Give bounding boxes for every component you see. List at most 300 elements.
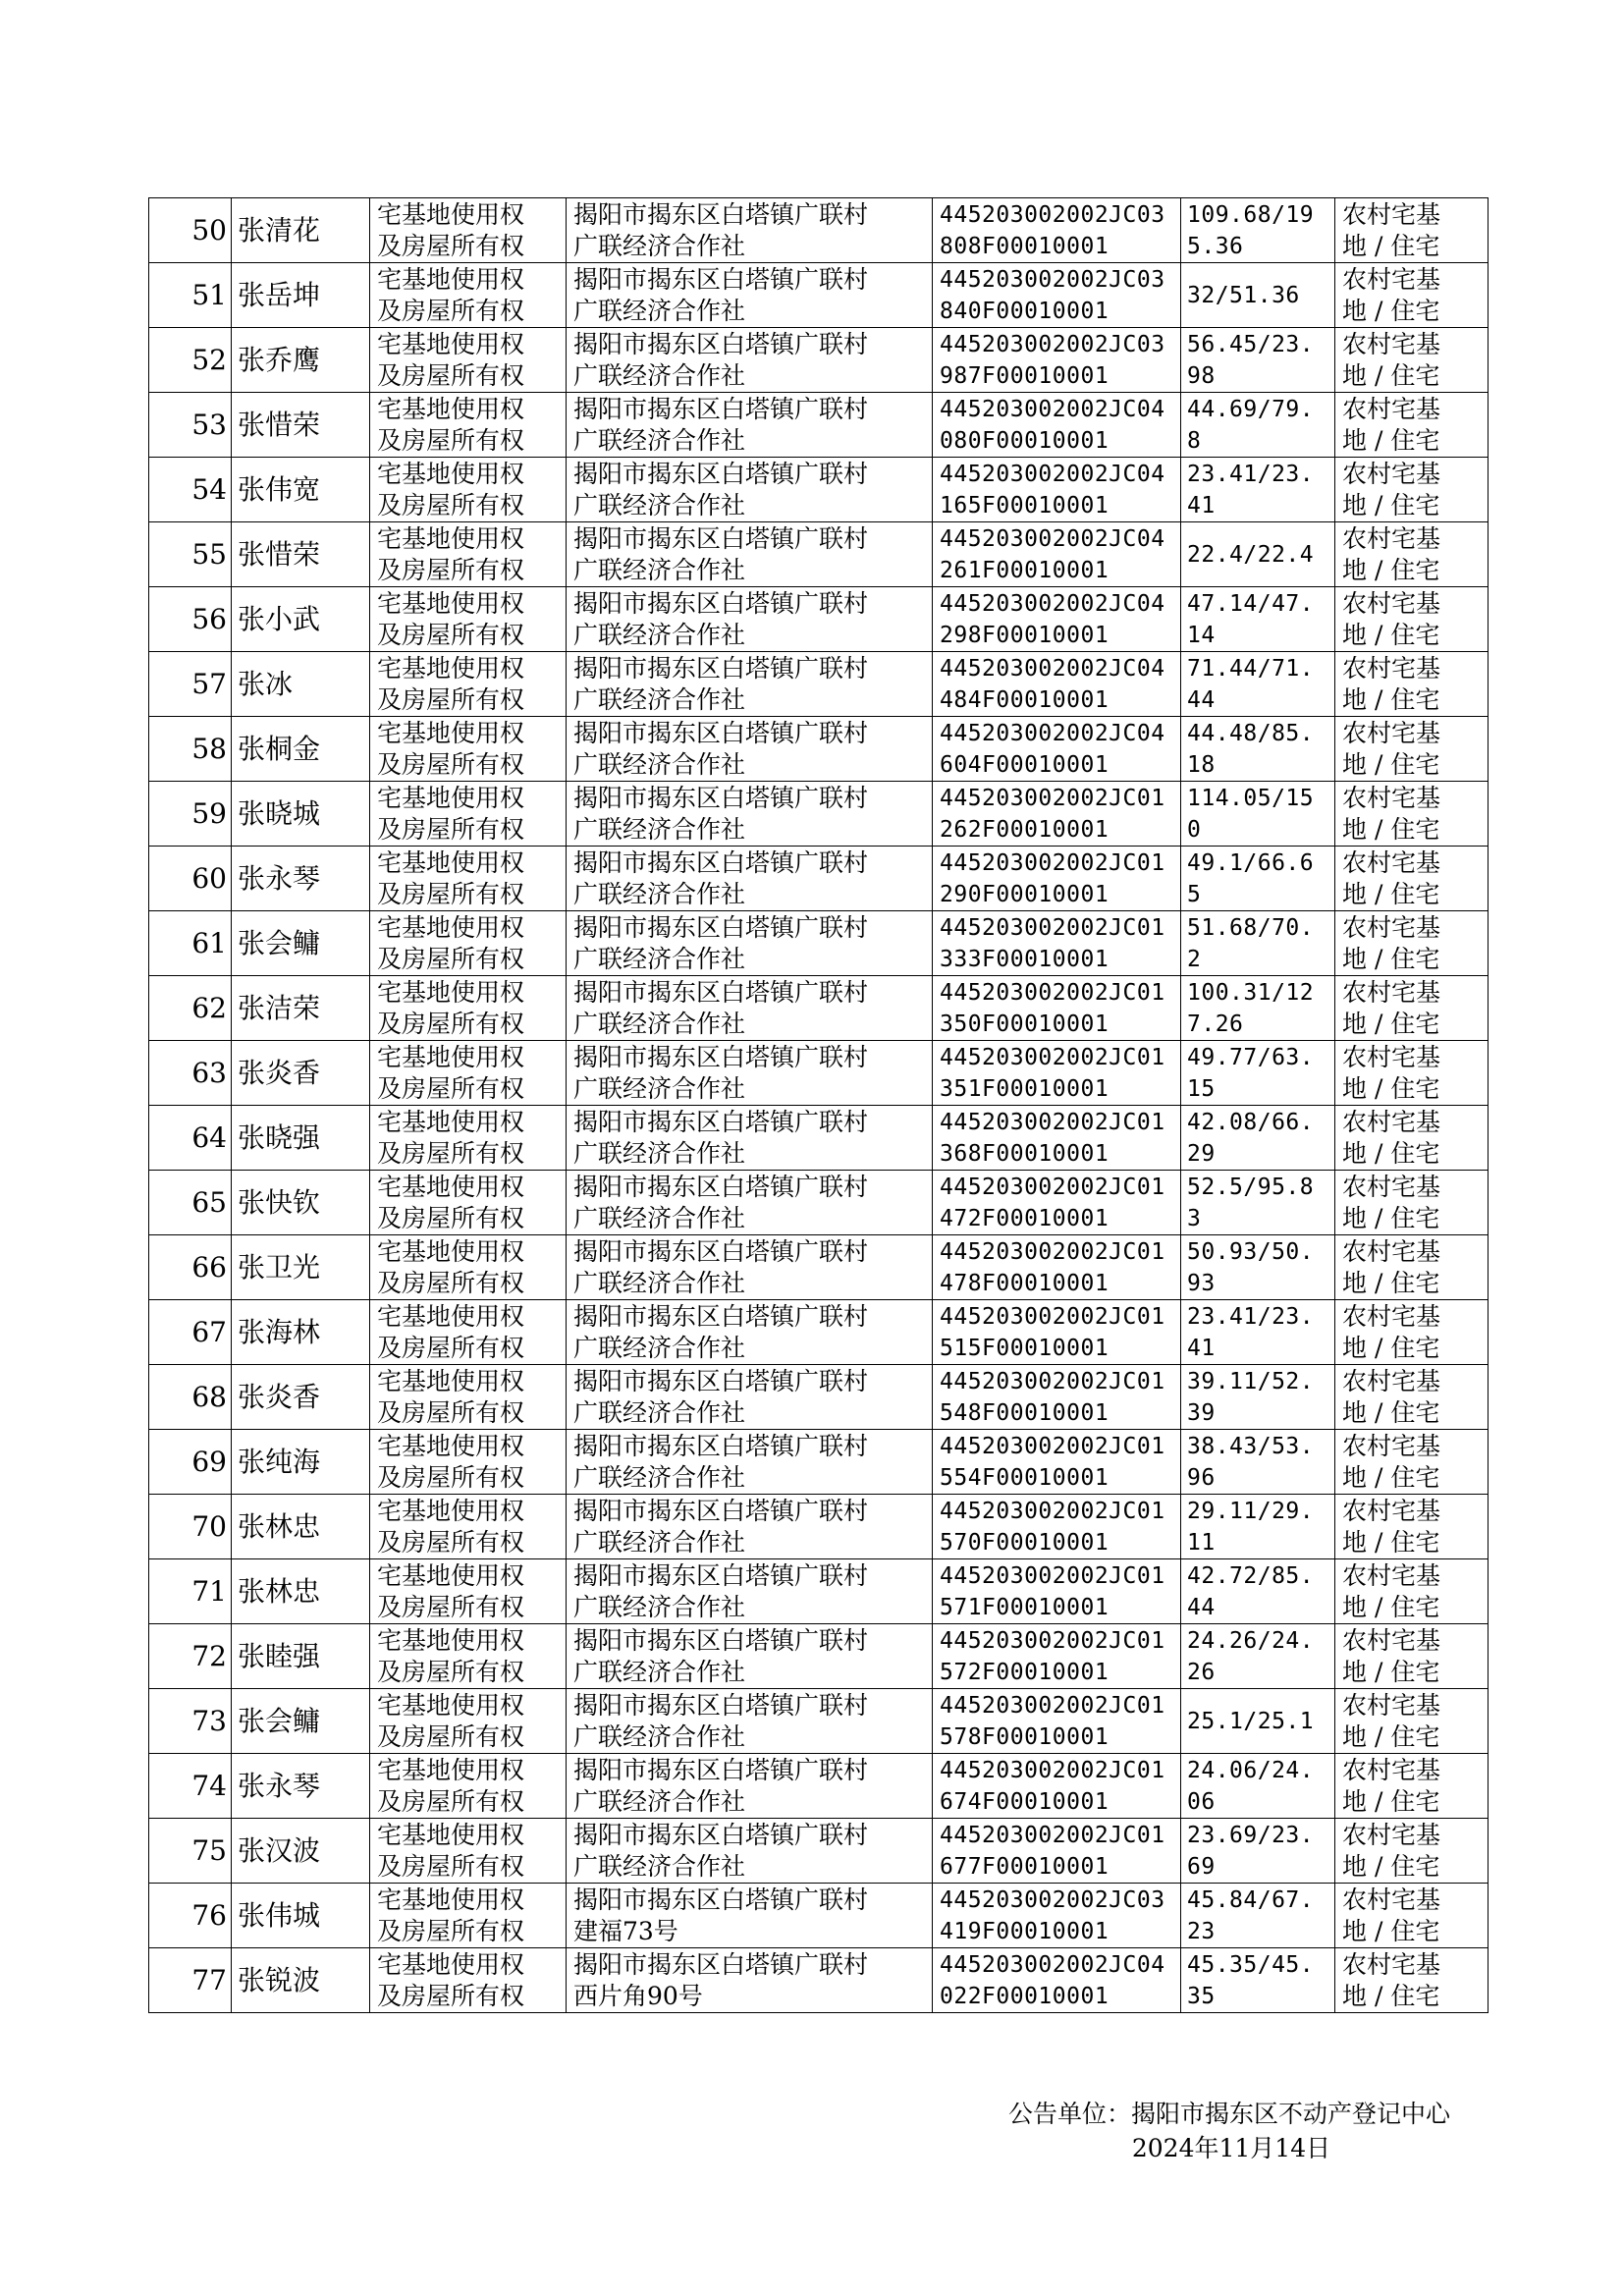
right-type-line: 及房屋所有权 — [377, 1657, 525, 1686]
location-cell — [567, 1624, 933, 1689]
table-row — [149, 1300, 1489, 1365]
owner-name-cell: 张会鳙 — [232, 911, 370, 976]
area-line: 8 — [1187, 427, 1202, 454]
location-line: 揭阳市揭东区白塔镇广联村 — [573, 1949, 869, 1979]
area-line: 38.43/53. — [1187, 1433, 1315, 1459]
location-line: 广联经济合作社 — [573, 1138, 746, 1168]
land-use-line: 农村宅基 — [1342, 1172, 1441, 1201]
right-type-line: 及房屋所有权 — [377, 814, 525, 844]
unit-code-line: 445203002002JC01 — [940, 1044, 1165, 1070]
row-number-cell: 77 — [149, 1948, 232, 2013]
area-line: 15 — [1187, 1075, 1216, 1102]
area-cell — [1181, 1235, 1335, 1300]
owner-name-cell: 张冰 — [232, 652, 370, 717]
right-type-line: 及房屋所有权 — [377, 1397, 525, 1427]
unit-code-line: 478F00010001 — [940, 1270, 1110, 1296]
row-number-cell: 73 — [149, 1689, 232, 1754]
right-type-line: 宅基地使用权 — [377, 1496, 525, 1525]
area-line: 71.44/71. — [1187, 655, 1315, 682]
row-number-cell: 57 — [149, 652, 232, 717]
right-type-cell — [370, 1171, 567, 1235]
owner-name-cell: 张汉波 — [232, 1819, 370, 1884]
area-line: 29 — [1187, 1140, 1216, 1167]
table-row — [149, 1754, 1489, 1819]
right-type-cell — [370, 1884, 567, 1948]
area-line: 7.26 — [1187, 1011, 1244, 1037]
unit-code-cell — [933, 1365, 1181, 1430]
unit-code-line: 484F00010001 — [940, 686, 1110, 713]
location-cell — [567, 522, 933, 587]
unit-code-cell — [933, 1624, 1181, 1689]
right-type-cell — [370, 1041, 567, 1106]
area-line: 39 — [1187, 1399, 1216, 1426]
location-cell — [567, 1106, 933, 1171]
land-use-cell — [1335, 328, 1489, 393]
unit-code-line: 333F00010001 — [940, 946, 1110, 972]
location-cell — [567, 847, 933, 911]
table-row — [149, 1495, 1489, 1559]
right-type-line: 宅基地使用权 — [377, 523, 525, 553]
row-number-cell: 70 — [149, 1495, 232, 1559]
location-cell — [567, 1300, 933, 1365]
right-type-line: 宅基地使用权 — [377, 1755, 525, 1784]
row-number-cell: 65 — [149, 1171, 232, 1235]
right-type-cell — [370, 1495, 567, 1559]
area-cell — [1181, 587, 1335, 652]
row-number-cell: 62 — [149, 976, 232, 1041]
unit-code-line: 445203002002JC04 — [940, 396, 1165, 422]
announcement-footer — [943, 2098, 1473, 2164]
unit-code-line: 445203002002JC01 — [940, 1498, 1165, 1524]
right-type-line: 及房屋所有权 — [377, 1851, 525, 1881]
area-cell — [1181, 1754, 1335, 1819]
right-type-line: 宅基地使用权 — [377, 459, 525, 488]
unit-code-line: 165F00010001 — [940, 492, 1110, 519]
land-use-line: 地 / 住宅 — [1342, 684, 1440, 714]
location-line: 揭阳市揭东区白塔镇广联村 — [573, 1172, 869, 1201]
area-line: 69 — [1187, 1853, 1216, 1880]
unit-code-line: 445203002002JC03 — [940, 266, 1165, 293]
right-type-cell — [370, 393, 567, 458]
unit-code-line: 445203002002JC03 — [940, 201, 1165, 228]
table-row — [149, 458, 1489, 522]
area-line: 44 — [1187, 686, 1216, 713]
right-type-line: 及房屋所有权 — [377, 879, 525, 908]
location-cell — [567, 393, 933, 458]
location-line: 揭阳市揭东区白塔镇广联村 — [573, 459, 869, 488]
unit-code-line: 604F00010001 — [940, 751, 1110, 778]
row-number-cell: 68 — [149, 1365, 232, 1430]
owner-name-cell: 张快钦 — [232, 1171, 370, 1235]
right-type-line: 及房屋所有权 — [377, 684, 525, 714]
row-number-cell: 75 — [149, 1819, 232, 1884]
right-type-cell — [370, 1430, 567, 1495]
location-cell — [567, 1819, 933, 1884]
area-line: 0 — [1187, 816, 1202, 843]
unit-code-line: 445203002002JC03 — [940, 1886, 1165, 1913]
right-type-line: 宅基地使用权 — [377, 1042, 525, 1071]
area-line: 52.5/95.8 — [1187, 1174, 1315, 1200]
location-cell — [567, 1171, 933, 1235]
right-type-line: 及房屋所有权 — [377, 555, 525, 584]
land-use-line: 地 / 住宅 — [1342, 1333, 1440, 1362]
owner-name-cell: 张惜荣 — [232, 522, 370, 587]
area-cell — [1181, 717, 1335, 782]
owner-name-cell: 张小武 — [232, 587, 370, 652]
right-type-cell — [370, 782, 567, 847]
unit-code-cell — [933, 1495, 1181, 1559]
location-cell — [567, 1495, 933, 1559]
land-use-cell — [1335, 393, 1489, 458]
unit-code-cell — [933, 1430, 1181, 1495]
location-line: 广联经济合作社 — [573, 944, 746, 973]
land-use-line: 农村宅基 — [1342, 1820, 1441, 1849]
row-number-cell: 74 — [149, 1754, 232, 1819]
right-type-cell — [370, 717, 567, 782]
location-line: 广联经济合作社 — [573, 231, 746, 260]
land-use-line: 地 / 住宅 — [1342, 1981, 1440, 2010]
land-use-line: 农村宅基 — [1342, 1236, 1441, 1266]
land-use-cell — [1335, 1948, 1489, 2013]
row-number-cell: 67 — [149, 1300, 232, 1365]
right-type-cell — [370, 976, 567, 1041]
land-use-cell — [1335, 1106, 1489, 1171]
area-line: 49.1/66.6 — [1187, 849, 1315, 876]
table-row — [149, 263, 1489, 328]
unit-code-line: 515F00010001 — [940, 1335, 1110, 1361]
table-row — [149, 522, 1489, 587]
owner-name-cell: 张洁荣 — [232, 976, 370, 1041]
area-line: 47.14/47. — [1187, 590, 1315, 617]
land-use-cell — [1335, 1754, 1489, 1819]
area-cell — [1181, 1430, 1335, 1495]
land-use-line: 农村宅基 — [1342, 653, 1441, 683]
location-cell — [567, 198, 933, 263]
owner-name-cell: 张炎香 — [232, 1365, 370, 1430]
unit-code-cell — [933, 911, 1181, 976]
area-line: 51.68/70. — [1187, 914, 1315, 941]
row-number-cell: 50 — [149, 198, 232, 263]
area-cell — [1181, 1365, 1335, 1430]
unit-code-line: 571F00010001 — [940, 1594, 1110, 1620]
table-row — [149, 976, 1489, 1041]
unit-code-cell — [933, 458, 1181, 522]
land-use-cell — [1335, 198, 1489, 263]
area-line: 2 — [1187, 946, 1202, 972]
land-use-cell — [1335, 717, 1489, 782]
land-use-line: 农村宅基 — [1342, 523, 1441, 553]
right-type-line: 宅基地使用权 — [377, 199, 525, 229]
area-line: 5 — [1187, 881, 1202, 907]
table-row — [149, 1171, 1489, 1235]
area-line: 109.68/19 — [1187, 201, 1315, 228]
land-use-line: 农村宅基 — [1342, 912, 1441, 942]
area-cell — [1181, 328, 1335, 393]
location-cell — [567, 782, 933, 847]
location-cell — [567, 1689, 933, 1754]
right-type-line: 及房屋所有权 — [377, 1268, 525, 1297]
table-row — [149, 1041, 1489, 1106]
table-row — [149, 1948, 1489, 2013]
land-use-line: 地 / 住宅 — [1342, 1721, 1440, 1751]
right-type-line: 宅基地使用权 — [377, 1625, 525, 1655]
land-use-cell — [1335, 911, 1489, 976]
unit-code-line: 290F00010001 — [940, 881, 1110, 907]
area-cell — [1181, 522, 1335, 587]
location-cell — [567, 652, 933, 717]
right-type-cell — [370, 328, 567, 393]
unit-code-cell — [933, 328, 1181, 393]
area-line: 5.36 — [1187, 233, 1244, 259]
area-line: 56.45/23. — [1187, 331, 1315, 357]
area-line: 18 — [1187, 751, 1216, 778]
unit-code-line: 472F00010001 — [940, 1205, 1110, 1231]
table-row — [149, 1819, 1489, 1884]
unit-code-line: 445203002002JC01 — [940, 914, 1165, 941]
land-use-line: 地 / 住宅 — [1342, 620, 1440, 649]
land-use-line: 地 / 住宅 — [1342, 1397, 1440, 1427]
area-line: 3 — [1187, 1205, 1202, 1231]
location-cell — [567, 458, 933, 522]
owner-name-cell: 张锐波 — [232, 1948, 370, 2013]
unit-code-line: 351F00010001 — [940, 1075, 1110, 1102]
land-use-line: 农村宅基 — [1342, 783, 1441, 812]
location-line: 揭阳市揭东区白塔镇广联村 — [573, 1366, 869, 1395]
unit-code-line: 445203002002JC04 — [940, 590, 1165, 617]
unit-code-cell — [933, 1948, 1181, 2013]
unit-code-cell — [933, 1819, 1181, 1884]
right-type-cell — [370, 1624, 567, 1689]
area-cell — [1181, 1041, 1335, 1106]
right-type-line: 及房屋所有权 — [377, 1916, 525, 1945]
land-use-line: 农村宅基 — [1342, 1107, 1441, 1136]
unit-code-line: 445203002002JC01 — [940, 1109, 1165, 1135]
row-number-cell: 71 — [149, 1559, 232, 1624]
area-line: 25.1/25.1 — [1187, 1708, 1315, 1734]
owner-name-cell: 张林忠 — [232, 1495, 370, 1559]
area-line: 114.05/15 — [1187, 785, 1315, 811]
row-number-cell: 54 — [149, 458, 232, 522]
area-cell — [1181, 782, 1335, 847]
location-cell — [567, 976, 933, 1041]
right-type-line: 宅基地使用权 — [377, 264, 525, 294]
location-line: 揭阳市揭东区白塔镇广联村 — [573, 653, 869, 683]
right-type-line: 宅基地使用权 — [377, 977, 525, 1007]
right-type-line: 宅基地使用权 — [377, 1172, 525, 1201]
land-use-cell — [1335, 1041, 1489, 1106]
unit-code-line: 445203002002JC01 — [940, 979, 1165, 1006]
table-row — [149, 1624, 1489, 1689]
owner-name-cell: 张晓强 — [232, 1106, 370, 1171]
unit-code-cell — [933, 847, 1181, 911]
unit-code-cell — [933, 393, 1181, 458]
right-type-line: 宅基地使用权 — [377, 1690, 525, 1720]
unit-code-cell — [933, 652, 1181, 717]
land-use-line: 农村宅基 — [1342, 1431, 1441, 1460]
land-use-cell — [1335, 976, 1489, 1041]
right-type-line: 及房屋所有权 — [377, 296, 525, 325]
location-line: 广联经济合作社 — [573, 1786, 746, 1816]
area-line: 42.08/66. — [1187, 1109, 1315, 1135]
unit-code-line: 419F00010001 — [940, 1918, 1110, 1944]
land-use-line: 农村宅基 — [1342, 1496, 1441, 1525]
table-row — [149, 1559, 1489, 1624]
table-row — [149, 1689, 1489, 1754]
location-cell — [567, 1041, 933, 1106]
area-cell — [1181, 911, 1335, 976]
right-type-line: 及房屋所有权 — [377, 1203, 525, 1232]
owner-name-cell: 张乔鹰 — [232, 328, 370, 393]
land-use-line: 地 / 住宅 — [1342, 944, 1440, 973]
location-line: 广联经济合作社 — [573, 1721, 746, 1751]
unit-code-line: 572F00010001 — [940, 1659, 1110, 1685]
right-type-line: 宅基地使用权 — [377, 1560, 525, 1590]
land-use-cell — [1335, 1624, 1489, 1689]
owner-name-cell: 张纯海 — [232, 1430, 370, 1495]
unit-code-line: 674F00010001 — [940, 1788, 1110, 1815]
land-use-line: 农村宅基 — [1342, 718, 1441, 747]
land-use-line: 地 / 住宅 — [1342, 1786, 1440, 1816]
location-line: 揭阳市揭东区白塔镇广联村 — [573, 1820, 869, 1849]
location-cell — [567, 1559, 933, 1624]
right-type-line: 及房屋所有权 — [377, 1462, 525, 1492]
row-number-cell: 53 — [149, 393, 232, 458]
land-use-line: 农村宅基 — [1342, 394, 1441, 423]
unit-code-line: 368F00010001 — [940, 1140, 1110, 1167]
location-line: 广联经济合作社 — [573, 879, 746, 908]
land-use-line: 地 / 住宅 — [1342, 555, 1440, 584]
right-type-cell — [370, 1365, 567, 1430]
land-use-line: 农村宅基 — [1342, 1690, 1441, 1720]
land-use-line: 地 / 住宅 — [1342, 1592, 1440, 1621]
area-line: 41 — [1187, 1335, 1216, 1361]
land-use-cell — [1335, 458, 1489, 522]
land-use-line: 地 / 住宅 — [1342, 814, 1440, 844]
owner-name-cell: 张清花 — [232, 198, 370, 263]
location-line: 广联经济合作社 — [573, 425, 746, 455]
right-type-line: 宅基地使用权 — [377, 783, 525, 812]
right-type-line: 及房屋所有权 — [377, 1592, 525, 1621]
unit-code-line: 262F00010001 — [940, 816, 1110, 843]
unit-code-cell — [933, 1884, 1181, 1948]
owner-name-cell: 张伟城 — [232, 1884, 370, 1948]
right-type-line: 宅基地使用权 — [377, 1431, 525, 1460]
owner-name-cell: 张惜荣 — [232, 393, 370, 458]
area-line: 39.11/52. — [1187, 1368, 1315, 1394]
location-line: 广联经济合作社 — [573, 1462, 746, 1492]
land-use-line: 地 / 住宅 — [1342, 360, 1440, 390]
location-line: 揭阳市揭东区白塔镇广联村 — [573, 1042, 869, 1071]
area-cell — [1181, 847, 1335, 911]
land-use-line: 农村宅基 — [1342, 977, 1441, 1007]
location-line: 西片角90号 — [573, 1981, 703, 2010]
right-type-cell — [370, 847, 567, 911]
unit-code-line: 445203002002JC01 — [940, 1692, 1165, 1719]
land-use-cell — [1335, 1235, 1489, 1300]
row-number-cell: 69 — [149, 1430, 232, 1495]
owner-name-cell: 张永琴 — [232, 847, 370, 911]
area-line: 29.11/29. — [1187, 1498, 1315, 1524]
area-line: 93 — [1187, 1270, 1216, 1296]
location-line: 广联经济合作社 — [573, 360, 746, 390]
location-line: 广联经济合作社 — [573, 1333, 746, 1362]
land-use-cell — [1335, 782, 1489, 847]
land-use-line: 地 / 住宅 — [1342, 1916, 1440, 1945]
unit-code-line: 445203002002JC01 — [940, 1627, 1165, 1654]
area-cell — [1181, 1559, 1335, 1624]
unit-code-line: 445203002002JC01 — [940, 1822, 1165, 1848]
area-line: 14 — [1187, 622, 1216, 648]
right-type-line: 及房屋所有权 — [377, 425, 525, 455]
owner-name-cell: 张桐金 — [232, 717, 370, 782]
unit-code-line: 298F00010001 — [940, 622, 1110, 648]
land-use-line: 农村宅基 — [1342, 199, 1441, 229]
unit-code-cell — [933, 1171, 1181, 1235]
area-cell — [1181, 1884, 1335, 1948]
right-type-line: 宅基地使用权 — [377, 394, 525, 423]
right-type-line: 宅基地使用权 — [377, 653, 525, 683]
area-cell — [1181, 263, 1335, 328]
land-use-line: 农村宅基 — [1342, 1560, 1441, 1590]
unit-code-line: 445203002002JC01 — [940, 1433, 1165, 1459]
row-number-cell: 76 — [149, 1884, 232, 1948]
table-row — [149, 847, 1489, 911]
location-line: 广联经济合作社 — [573, 555, 746, 584]
unit-code-line: 350F00010001 — [940, 1011, 1110, 1037]
area-line: 06 — [1187, 1788, 1216, 1815]
area-cell — [1181, 1624, 1335, 1689]
land-use-line: 农村宅基 — [1342, 1949, 1441, 1979]
area-cell — [1181, 1948, 1335, 2013]
table-row — [149, 328, 1489, 393]
area-line: 42.72/85. — [1187, 1562, 1315, 1589]
location-line: 广联经济合作社 — [573, 1527, 746, 1557]
table-row — [149, 652, 1489, 717]
unit-code-line: 445203002002JC03 — [940, 331, 1165, 357]
location-cell — [567, 1884, 933, 1948]
unit-code-line: 808F00010001 — [940, 233, 1110, 259]
location-line: 揭阳市揭东区白塔镇广联村 — [573, 977, 869, 1007]
table-row — [149, 393, 1489, 458]
table-row — [149, 911, 1489, 976]
location-line: 揭阳市揭东区白塔镇广联村 — [573, 718, 869, 747]
location-cell — [567, 1754, 933, 1819]
location-line: 揭阳市揭东区白塔镇广联村 — [573, 523, 869, 553]
location-line: 揭阳市揭东区白塔镇广联村 — [573, 1107, 869, 1136]
row-number-cell: 64 — [149, 1106, 232, 1171]
land-use-line: 地 / 住宅 — [1342, 1657, 1440, 1686]
area-line: 44.69/79. — [1187, 396, 1315, 422]
unit-code-cell — [933, 1559, 1181, 1624]
row-number-cell: 52 — [149, 328, 232, 393]
table-row — [149, 1365, 1489, 1430]
right-type-line: 及房屋所有权 — [377, 490, 525, 519]
area-line: 45.35/45. — [1187, 1951, 1315, 1978]
area-line: 45.84/67. — [1187, 1886, 1315, 1913]
location-cell — [567, 1948, 933, 2013]
land-use-cell — [1335, 263, 1489, 328]
land-use-line: 农村宅基 — [1342, 1301, 1441, 1331]
location-cell — [567, 911, 933, 976]
unit-code-line: 578F00010001 — [940, 1723, 1110, 1750]
area-line: 23 — [1187, 1918, 1216, 1944]
area-cell — [1181, 1689, 1335, 1754]
location-line: 广联经济合作社 — [573, 620, 746, 649]
unit-code-line: 445203002002JC04 — [940, 461, 1165, 487]
right-type-line: 宅基地使用权 — [377, 1366, 525, 1395]
land-use-line: 农村宅基 — [1342, 1366, 1441, 1395]
location-line: 揭阳市揭东区白塔镇广联村 — [573, 1755, 869, 1784]
